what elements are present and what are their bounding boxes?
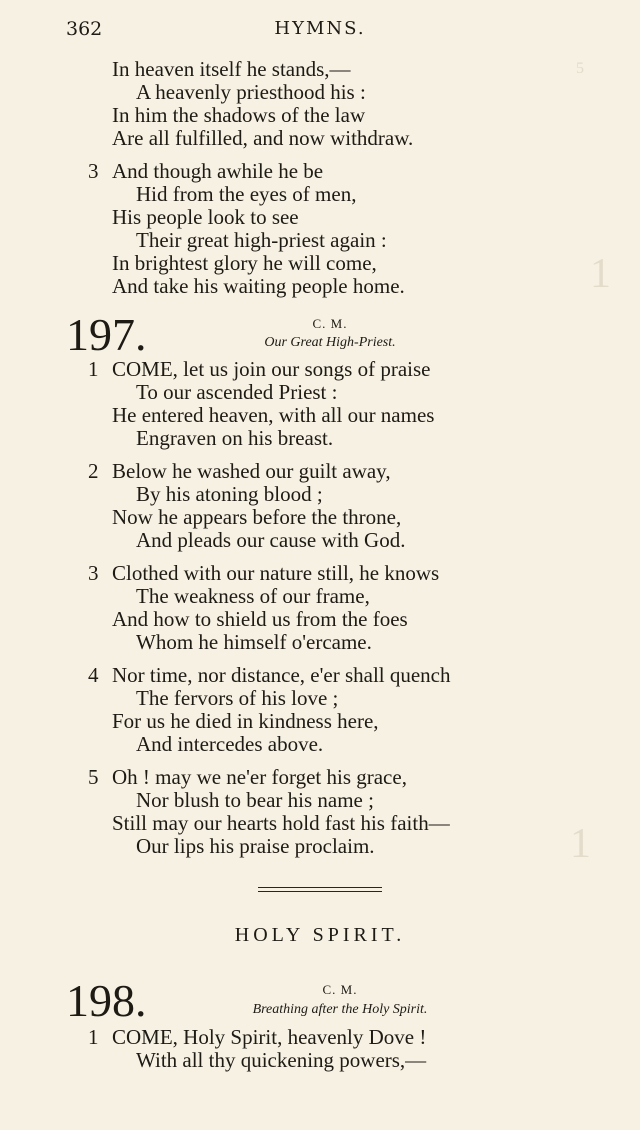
verse-line: Oh ! may we ne'er forget his grace,: [112, 765, 407, 789]
verse-line: Nor time, nor distance, e'er shall quench: [112, 663, 451, 687]
verse-line: COME, let us join our songs of praise: [112, 357, 431, 381]
stanza-number: 4: [88, 663, 99, 687]
verse-line: A heavenly priesthood his :: [136, 80, 366, 104]
verse-line: And pleads our cause with God.: [136, 528, 406, 552]
stanza-number: 5: [88, 765, 99, 789]
verse-line: Nor blush to bear his name ;: [136, 788, 374, 812]
hymn-subtitle: Our Great High-Priest.: [264, 335, 396, 350]
page-number: 362: [66, 18, 103, 40]
hymn-meter: C. M.: [322, 982, 358, 997]
section-title: HOLY SPIRIT.: [234, 924, 406, 946]
bleed-through-mark: 1: [570, 821, 591, 867]
verse-line: And though awhile he be: [112, 159, 324, 183]
section-divider: [258, 887, 382, 888]
hymn-subtitle: Breathing after the Holy Spirit.: [252, 1002, 428, 1017]
verse-line: Below he washed our guilt away,: [112, 459, 391, 483]
verse-line: The fervors of his love ;: [136, 686, 339, 710]
verse-line: He entered heaven, with all our names: [112, 403, 435, 427]
running-title: HYMNS.: [274, 18, 366, 39]
verse-line: COME, Holy Spirit, heavenly Dove !: [112, 1025, 427, 1049]
verse-line: Whom he himself o'ercame.: [136, 630, 372, 654]
stanza-number: 1: [88, 1025, 99, 1049]
bleed-through-mark: 1: [590, 251, 611, 297]
verse-line: The weakness of our frame,: [136, 584, 370, 608]
verse-line: To our ascended Priest :: [136, 380, 338, 404]
verse-line: In him the shadows of the law: [112, 103, 366, 127]
verse-line: Their great high-priest again :: [136, 228, 387, 252]
verse-line: Now he appears before the throne,: [112, 505, 402, 529]
verse-line: In heaven itself he stands,—: [112, 57, 351, 81]
verse-line: And intercedes above.: [136, 732, 324, 756]
verse-line: Our lips his praise proclaim.: [136, 834, 375, 858]
verse-line: Hid from the eyes of men,: [136, 182, 357, 206]
verse-line: With all thy quickening powers,—: [136, 1048, 427, 1072]
verse-line: And take his waiting people home.: [112, 274, 405, 298]
hymn-meter: C. M.: [312, 316, 348, 331]
verse-line: Clothed with our nature still, he knows: [112, 561, 440, 585]
verse-line: By his atoning blood ;: [136, 482, 323, 506]
verse-line: Are all fulfilled, and now withdraw.: [112, 126, 414, 150]
verse-line: Engraven on his breast.: [136, 426, 334, 450]
stanza-number: 1: [88, 357, 99, 381]
page-header: [0, 18, 640, 48]
stanza-number: 3: [88, 159, 99, 183]
stanza-number: 3: [88, 561, 99, 585]
stanza-number: 2: [88, 459, 99, 483]
verse-line: And how to shield us from the foes: [112, 607, 408, 631]
hymn-number: 198.: [66, 975, 147, 1026]
verse-line: His people look to see: [112, 205, 299, 229]
section-divider: [258, 891, 382, 892]
verse-line: In brightest glory he will come,: [112, 251, 377, 275]
hymn-number: 197.: [66, 309, 147, 360]
verse-line: Still may our hearts hold fast his faith—: [112, 811, 450, 835]
verse-line: For us he died in kindness here,: [112, 709, 379, 733]
bleed-through-mark: 5: [576, 60, 584, 77]
